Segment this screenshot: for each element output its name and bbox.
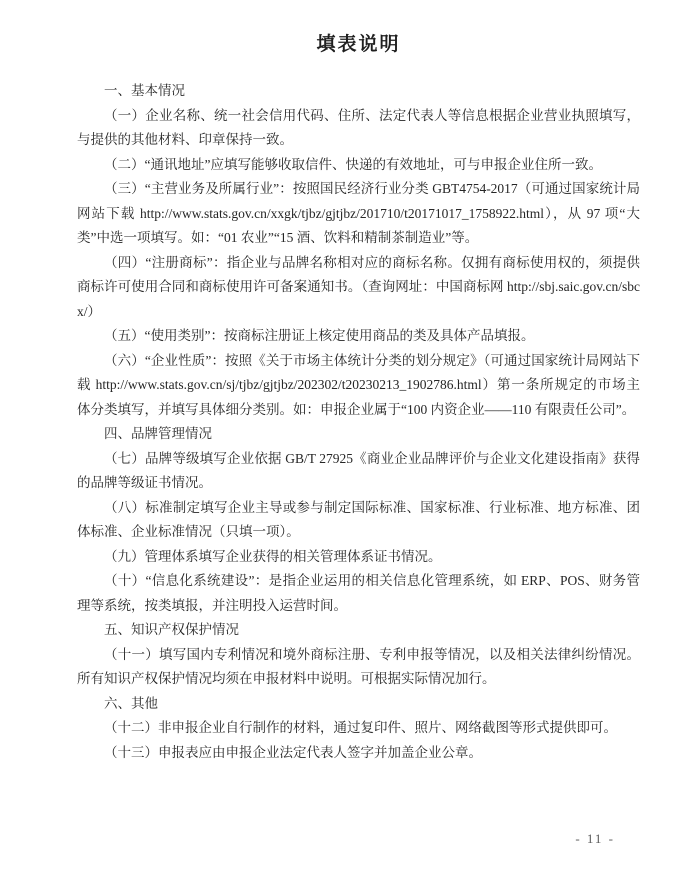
section-brand-management [77, 422, 640, 618]
section-heading: 一、基本情况 [104, 83, 185, 98]
paragraph: （七）品牌等级填写企业依据 GB/T 27925《商业企业品牌评价与企业文化建设指南》获得的品牌等级证书情况。 [77, 450, 640, 490]
paragraph: （三）“主营业务及所属行业”：按照国民经济行业分类 GBT4754-2017（可通过国家统计局网站下载 http://www.stats.gov.cn/xxgk/tjbz/gjtjbz/201710/t20171017_1758922.html），从 97 项“大类”中选一项填写。如：“01 农业”“15 酒、饮料和精制茶制造业”等。 [77, 181, 640, 245]
page-number: - 11 - [575, 831, 615, 846]
paragraph: （十三）申报表应由申报企业法定代表人签字并加盖企业公章。 [104, 744, 482, 760]
section-heading: 五、知识产权保护情况 [104, 622, 239, 637]
paragraph: （六）“企业性质”：按照《关于市场主体统计分类的划分规定》（可通过国家统计局网站下载 http://www.stats.gov.cn/sj/tjbz/gjtjbz/202302/t20230213_1902786.html）第一条所规定的市场主体分类填写，并填写具体细分类别。如：申报企业属于“100 内资企业——110 有限责任公司”。 [77, 352, 640, 417]
paragraph: （十二）非申报企业自行制作的材料，通过复印件、照片、网络截图等形式提供即可。 [104, 720, 617, 735]
paragraph: （二）“通讯地址”应填写能够收取信件、快递的有效地址，可与申报企业住所一致。 [104, 156, 602, 172]
page-title: 填表说明 [316, 34, 401, 55]
paragraph: （五）“使用类别”：按商标注册证上核定使用商品的类及具体产品填报。 [104, 328, 535, 343]
paragraph: （一）企业名称、统一社会信用代码、住所、法定代表人等信息根据企业营业执照填写，与提供的其他材料、印章保持一致。 [77, 107, 640, 147]
section-heading: 六、其他 [104, 695, 158, 711]
section-other [77, 692, 640, 766]
section-heading: 四、品牌管理情况 [104, 426, 212, 441]
paragraph: （十一）填写国内专利情况和境外商标注册、专利申报等情况，以及相关法律纠纷情况。所有知识产权保护情况均须在申报材料中说明。可根据实际情况加行。 [77, 646, 640, 686]
paragraph: （十）“信息化系统建设”：是指企业运用的相关信息化管理系统，如 ERP、POS、财务管理等系统，按类填报，并注明投入运营时间。 [77, 573, 640, 613]
section-basic-info [77, 79, 640, 422]
paragraph: （九）管理体系填写企业获得的相关管理体系证书情况。 [104, 548, 442, 564]
paragraph: （八）标准制定填写企业主导或参与制定国际标准、国家标准、行业标准、地方标准、团体标准、企业标准情况（只填一项）。 [77, 499, 640, 539]
paragraph: （四）“注册商标”：指企业与品牌名称相对应的商标名称。仅拥有商标使用权的，须提供商标许可使用合同和商标使用许可备案通知书。（查询网址：中国商标网 http://sbj.saic.gov.cn/sbcx/） [77, 254, 640, 319]
section-ip-protection [77, 618, 640, 692]
